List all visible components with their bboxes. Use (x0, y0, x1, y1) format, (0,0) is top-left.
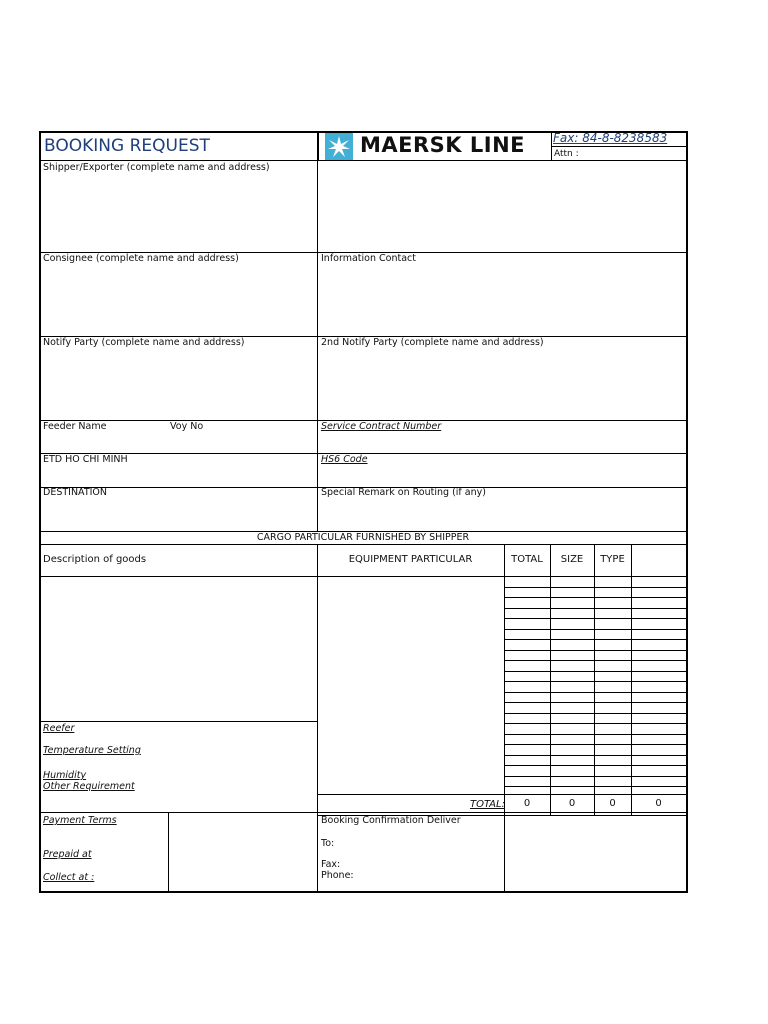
second-notify-party-label: 2nd Notify Party (complete name and address) (321, 337, 544, 348)
column-total-header: TOTAL (511, 554, 543, 565)
equipment-grid-row-line (504, 776, 687, 777)
maersk-line-brand: MAERSK LINE (360, 133, 525, 157)
total-row-top (39, 812, 687, 813)
equipment-grid-row-line (504, 786, 687, 787)
equipment-grid-row-line (504, 597, 687, 598)
equipment-grid-row-line (504, 660, 687, 661)
to-label: To: (321, 838, 335, 849)
fax-number: Fax: 84-8-8238583 (553, 131, 668, 145)
phone-label: Phone: (321, 870, 354, 881)
payment-terms-label: Payment Terms (43, 815, 117, 826)
equipment-particular-label: EQUIPMENT PARTICULAR (348, 554, 473, 565)
total-value: 0 (523, 798, 531, 809)
humidity-label: Humidity (43, 770, 87, 781)
party-divider (317, 160, 318, 531)
equipment-grid-row-line (504, 587, 687, 588)
equipment-grid-row-line (504, 618, 687, 619)
reefer-label: Reefer (43, 723, 75, 734)
header-divider (317, 131, 319, 161)
fax-label: Fax: (321, 859, 341, 870)
desc-equip-divider (317, 544, 318, 812)
prepaid-at-label: Prepaid at (43, 849, 92, 860)
total-left-edge (317, 794, 318, 815)
column-type-header: TYPE (600, 554, 625, 565)
service-contract-label: Service Contract Number (321, 421, 442, 432)
equipment-grid-row-line (504, 713, 687, 714)
equipment-grid-row-line (504, 744, 687, 745)
equipment-grid-row-line (504, 734, 687, 735)
size-total-value: 0 (568, 798, 576, 809)
footer-middle-divider (317, 813, 318, 892)
maersk-star-logo-icon (325, 133, 353, 161)
consignee-label: Consignee (complete name and address) (43, 253, 239, 264)
column-size-header: SIZE (560, 554, 584, 565)
destination-label: DESTINATION (43, 487, 108, 498)
total-label: TOTAL: (470, 799, 505, 810)
temperature-setting-label: Temperature Setting (43, 745, 141, 756)
type-total-value: 0 (609, 798, 616, 809)
equipment-grid-row-line (504, 629, 687, 630)
header-bottom-line (39, 160, 687, 161)
information-contact-label: Information Contact (321, 253, 416, 264)
feeder-name-label: Feeder Name (43, 421, 107, 432)
voy-no-label: Voy No (170, 421, 204, 432)
frame-bottom (39, 891, 688, 893)
equipment-header-bottom (317, 576, 687, 577)
equipment-grid-row-line (504, 765, 687, 766)
reefer-top-line (39, 721, 317, 722)
description-of-goods-label: Description of goods (43, 554, 147, 565)
shipper-label: Shipper/Exporter (complete name and address) (43, 162, 270, 173)
equipment-grid-row-line (504, 702, 687, 703)
extra-total-value: 0 (655, 798, 662, 809)
equipment-grid-row-line (504, 755, 687, 756)
cargo-section-title: CARGO PARTICULAR FURNISHED BY SHIPPER (256, 532, 470, 543)
booking-confirmation-label: Booking Confirmation Deliver (321, 815, 461, 826)
notify-party-label: Notify Party (complete name and address) (43, 337, 245, 348)
equipment-grid-row-line (504, 681, 687, 682)
equipment-grid-row-line (504, 650, 687, 651)
etd-label: ETD HO CHI MINH (43, 454, 128, 465)
special-remark-label: Special Remark on Routing (if any) (321, 487, 486, 498)
payment-divider (168, 813, 169, 892)
fax-underline (551, 146, 686, 147)
equipment-grid-row-line (504, 692, 687, 693)
cargo-header-bottom-left (39, 576, 317, 577)
attn-label: Attn : (554, 149, 579, 159)
collect-at-label: Collect at : (43, 872, 95, 883)
row-line-7 (39, 544, 687, 545)
equipment-grid-row-line (504, 608, 687, 609)
equipment-grid-row-line (504, 723, 687, 724)
other-requirement-label: Other Requirement (43, 781, 135, 792)
frame-left (39, 131, 41, 893)
equipment-grid-row-line (504, 671, 687, 672)
equipment-grid-row-line (504, 639, 687, 640)
frame-right (686, 131, 688, 893)
hs6-code-label: HS6 Code (321, 454, 368, 465)
form-title: BOOKING REQUEST (44, 136, 210, 156)
total-top-right (317, 794, 687, 795)
